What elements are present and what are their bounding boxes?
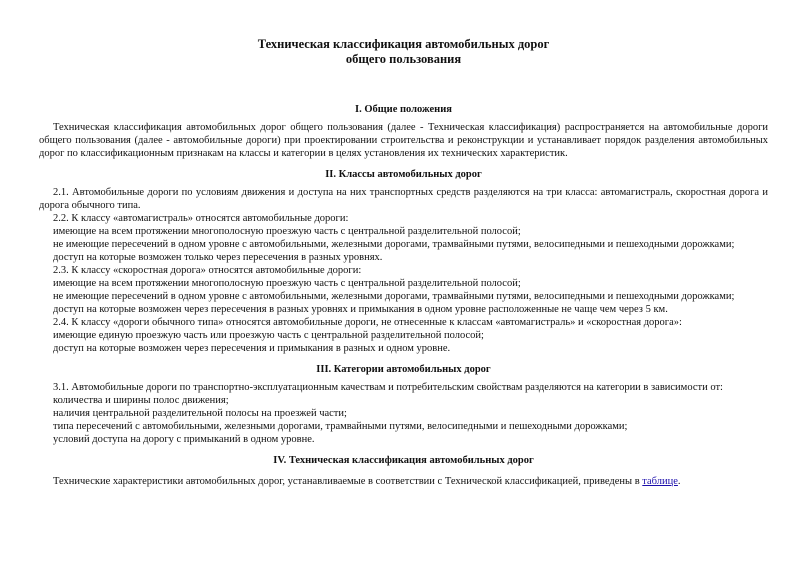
paragraph: 2.2. К классу «автомагистраль» относятся автомобильные дороги: <box>53 213 349 224</box>
section-heading-general: I. Общие положения <box>355 104 452 115</box>
paragraph: 2.3. К классу «скоростная дорога» относятся автомобильные дороги: <box>53 265 362 276</box>
paragraph: количества и ширины полос движения; <box>53 395 229 406</box>
document-title-line-1: Техническая классификация автомобильных дорог <box>257 37 550 51</box>
spacer <box>39 67 768 103</box>
paragraph-end: . <box>677 476 681 487</box>
paragraph: 3.1. Автомобильные дороги по транспортно-эксплуатационным качествам и потребительским свойствам разделяются на категории в зависимости от: <box>53 382 723 393</box>
spacer <box>39 160 768 168</box>
spacer <box>39 467 768 475</box>
paragraph: имеющие на всем протяжении многополосную проезжую часть с центральной разделительной полосой; <box>53 226 521 237</box>
spacer <box>39 446 768 454</box>
paragraph: типа пересечений с автомобильными, железными дорогами, трамвайными путями, велосипедными и пешеходными дорожками; <box>53 421 628 432</box>
paragraph: имеющие единую проезжую часть или проезжую часть с центральной разделительной полосой; <box>53 330 484 341</box>
paragraph-text: Технические характеристики автомобильных дорог, устанавливаемые в соответствии с Технической классификацией, приведены в <box>53 476 643 487</box>
paragraph: условий доступа на дорогу с примыканий в одном уровне. <box>53 434 315 445</box>
document-title-line-2: общего пользования <box>345 52 462 66</box>
paragraph: доступ на которые возможен только через пересечения в разных уровнях. <box>53 252 383 263</box>
paragraph: 2.4. К классу «дороги обычного типа» относятся автомобильные дороги, не отнесенные к классам «автомагистраль» и «скоростная дорога»: <box>53 317 682 328</box>
paragraph: Техническая классификация автомобильных дорог общего пользования (далее - Техническая классификация) распространяется на автомобильные дороги общего пользования (далее - автомобильные дороги) при проектировании строительства и реконструкции и устанавливает порядок разделения автомобильных дорог по классификационным признакам на классы и категории в целях установления их технических характеристик. <box>39 122 768 159</box>
section-heading-classes: II. Классы автомобильных дорог <box>325 169 482 180</box>
paragraph: имеющие на всем протяжении многополосную проезжую часть с центральной разделительной полосой; <box>53 278 521 289</box>
paragraph: наличия центральной разделительной полосы на проезжей части; <box>53 408 347 419</box>
spacer <box>39 355 768 363</box>
paragraph: не имеющие пересечений в одном уровне с автомобильными, железными дорогами, трамвайными путями, велосипедными и пешеходными дорожками; <box>53 291 735 302</box>
paragraph-with-link <box>39 475 768 488</box>
paragraph: не имеющие пересечений в одном уровне с автомобильными, железными дорогами, трамвайными путями, велосипедными и пешеходными дорожками; <box>53 239 735 250</box>
section-heading-categories: III. Категории автомобильных дорог <box>316 364 491 375</box>
document-page <box>39 37 768 488</box>
table-link[interactable]: таблице <box>642 476 678 487</box>
paragraph: доступ на которые возможен через пересечения и примыкания в разных и одном уровне. <box>53 343 451 354</box>
paragraph: доступ на которые возможен через пересечения в разных уровнях и примыкания в одном уровне расположенные не чаще чем через 5 км. <box>53 304 668 315</box>
paragraph: 2.1. Автомобильные дороги по условиям движения и доступа на них транспортных средств разделяются на три класса: автомагистраль, скоростная дорога и дорога обычного типа. <box>39 187 768 211</box>
section-heading-technical-classification: IV. Техническая классификация автомобильных дорог <box>273 455 534 466</box>
